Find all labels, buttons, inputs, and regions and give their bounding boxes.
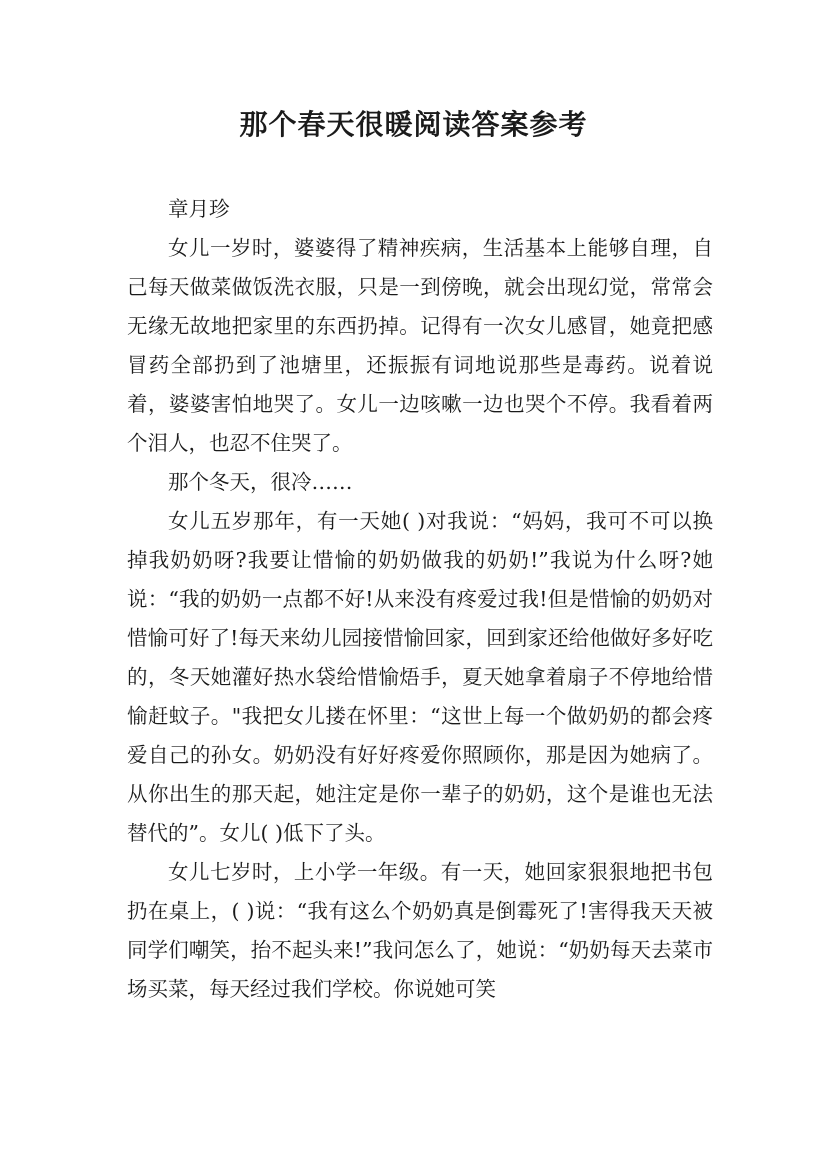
document-body — [127, 190, 713, 1009]
paragraph-2: 那个冬天，很冷…… — [168, 470, 353, 494]
paragraph-1: 女儿一岁时，婆婆得了精神疾病，生活基本上能够自理，自己每天做菜做饭洗衣服，只是一到傍晚，就会出现幻觉，常常会无缘无故地把家里的东西扔掉。记得有一次女儿感冒，她竟把感冒药全部扔到了池塘里，还振振有词地说那些是毒药。说着说着，婆婆害怕地哭了。女儿一边咳嗽一边也哭个不停。我看着两个泪人，也忍不住哭了。 — [127, 236, 713, 455]
document-title: 那个春天很暖阅读答案参考 — [239, 108, 588, 141]
paragraph-3: 女儿五岁那年，有一天她( )对我说：“妈妈，我可不可以换掉我奶奶呀?我要让惜愉的奶奶做我的奶奶!”我说为什么呀?她说：“我的奶奶一点都不好!从来没有疼爱过我!但是惜愉的奶奶对惜愉可好了!每天来幼儿园接惜愉回家，回到家还给他做好多好吃的，冬天她灌好热水袋给惜愉焐手，夏天她拿着扇子不停地给惜愉赶蚊子。"我把女儿搂在怀里：“这世上每一个做奶奶的都会疼爱自己的孙女。奶奶没有好好疼爱你照顾你，那是因为她病了。从你出生的那天起，她注定是你一辈子的奶奶，这个是谁也无法替代的”。女儿( )低下了头。 — [127, 509, 713, 845]
paragraph-4: 女儿七岁时，上小学一年级。有一天，她回家狠狠地把书包扔在桌上，( )说：“我有这么个奶奶真是倒霉死了!害得我天天被同学们嘲笑，抬不起头来!”我问怎么了，她说：“奶奶每天去菜市场买菜，每天经过我们学校。你说她可笑 — [127, 860, 713, 1001]
author-line: 章月珍 — [168, 197, 230, 221]
